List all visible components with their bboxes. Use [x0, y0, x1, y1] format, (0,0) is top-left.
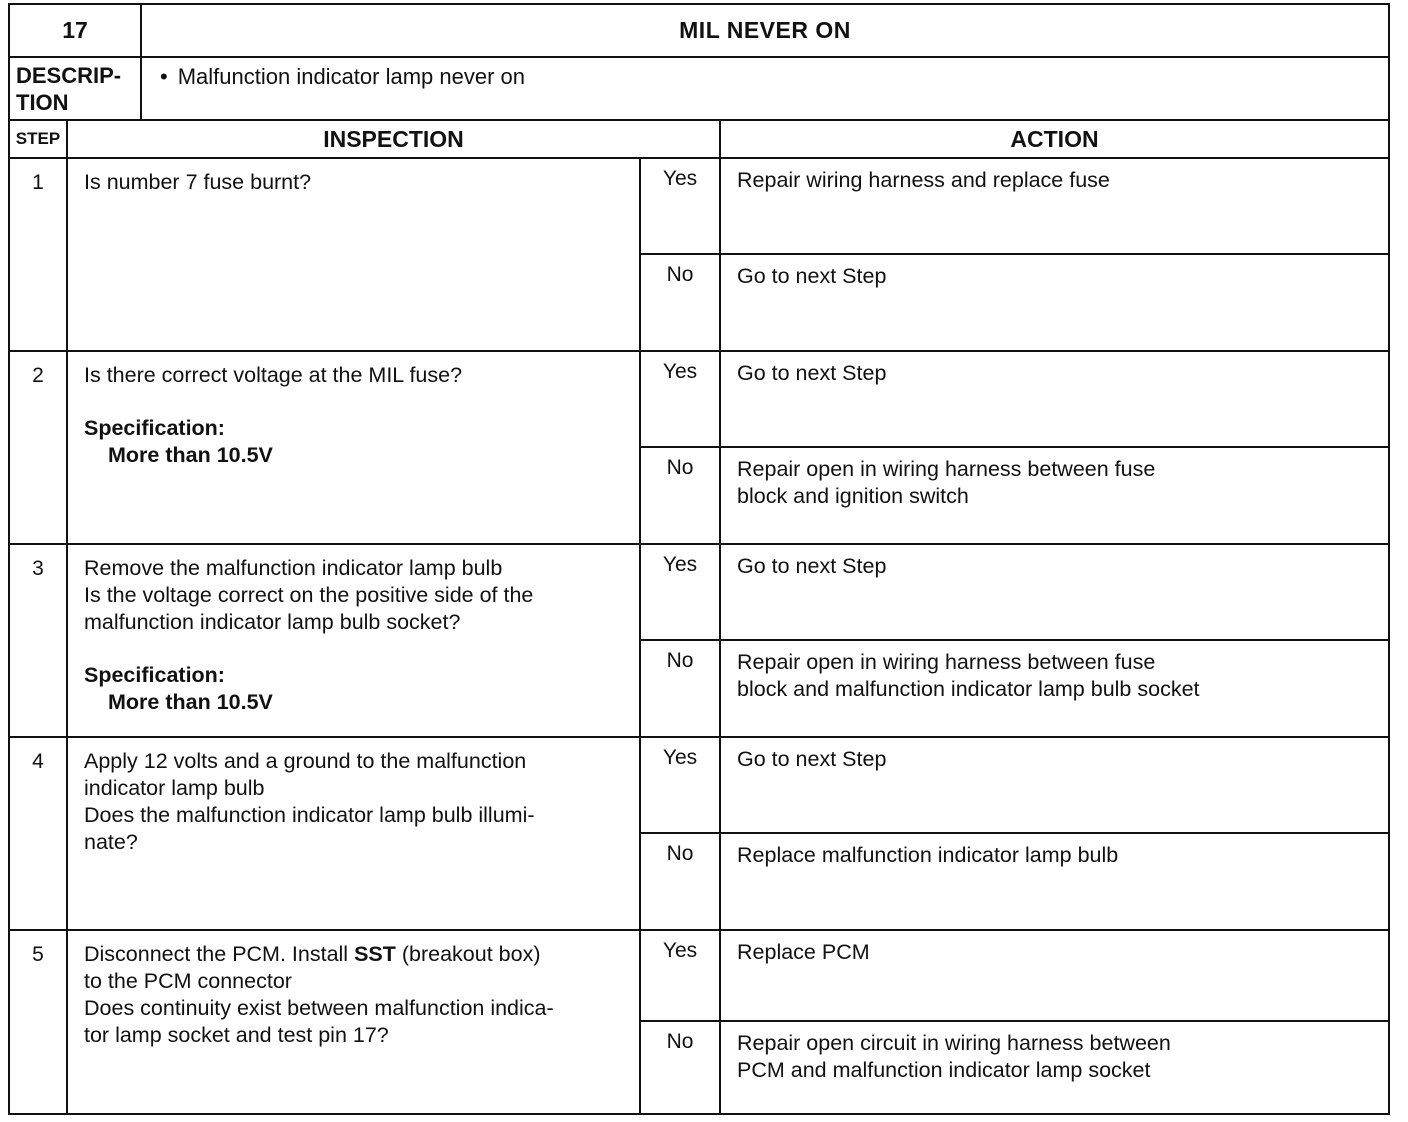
description-row [10, 58, 1388, 121]
action-yes: Go to next Step [721, 738, 1388, 834]
step-actions [721, 352, 1388, 543]
action-no: Go to next Step [737, 263, 887, 288]
step-row-1 [10, 159, 1388, 352]
action-yes: Go to next Step [721, 545, 1388, 641]
action-yes: Repair wiring harness and replace fuse [721, 159, 1388, 255]
step-number: 3 [10, 545, 68, 736]
answer-yes: Yes [641, 545, 719, 641]
answer-no: No [666, 648, 694, 672]
column-header-action: ACTION [1010, 125, 1099, 152]
answer-no: No [666, 841, 694, 865]
column-header-row [10, 121, 1388, 159]
step-number: 5 [10, 931, 68, 1113]
step-actions [721, 545, 1388, 736]
action-no: Repair open circuit in wiring harness between PCM and malfunction indicator lamp socket [737, 1031, 1171, 1082]
step-row-5 [10, 931, 1388, 1113]
inspection-question: Is there correct voltage at the MIL fuse? [84, 363, 463, 387]
step-actions [721, 931, 1388, 1113]
inspection-question: Remove the malfunction indicator lamp bulb Is the voltage correct on the positive side of the malfunction indicator lamp bulb socket? [84, 556, 534, 634]
description-text [142, 58, 1388, 119]
diagnostic-table [8, 3, 1390, 1115]
step-inspection [68, 352, 641, 543]
inspection-text-part1: Disconnect the PCM. Install [84, 942, 355, 966]
column-header-inspection: INSPECTION [68, 121, 721, 157]
answer-yes: Yes [641, 159, 719, 255]
step-row-4 [10, 738, 1388, 931]
action-no: Repair open in wiring harness between fuse block and ignition switch [737, 456, 1156, 508]
description-label-line2: TION [16, 90, 69, 115]
column-header-step: STEP [10, 121, 68, 157]
step-inspection [68, 159, 641, 350]
inspection-text-sst: SST [354, 942, 396, 966]
header-row [10, 5, 1388, 58]
step-answers [641, 545, 721, 736]
description-value: Malfunction indicator lamp never on [177, 64, 525, 89]
answer-yes: Yes [641, 738, 719, 834]
action-yes: Go to next Step [721, 352, 1388, 448]
step-inspection [68, 931, 641, 1113]
action-yes: Replace PCM [721, 931, 1388, 1022]
inspection-question: Is number 7 fuse burnt? [84, 170, 312, 194]
description-label-line1: DESCRIP- [16, 63, 122, 88]
answer-no: No [666, 455, 694, 479]
step-actions [721, 738, 1388, 929]
step-row-3 [10, 545, 1388, 738]
answer-no: No [666, 1030, 694, 1053]
step-number: 2 [10, 352, 68, 543]
specification-label: Specification: [84, 416, 225, 440]
answer-yes: Yes [641, 352, 719, 448]
step-number: 4 [10, 738, 68, 929]
step-answers [641, 738, 721, 929]
step-answers [641, 931, 721, 1113]
inspection-question [84, 941, 629, 1049]
answer-yes: Yes [641, 931, 719, 1022]
inspection-text-part2: (breakout box) to the PCM connector Does continuity exist between malfunction indica- tor lamp socket and test pin 17? [84, 942, 554, 1047]
page-title: MIL NEVER ON [679, 17, 851, 43]
step-answers [641, 159, 721, 350]
inspection-question: Apply 12 volts and a ground to the malfunction indicator lamp bulb Does the malfunction indicator lamp bulb illumi- nate? [84, 749, 535, 854]
step-row-2 [10, 352, 1388, 545]
action-no: Replace malfunction indicator lamp bulb [737, 842, 1119, 867]
step-actions [721, 159, 1388, 350]
specification-label: Specification: [84, 663, 225, 687]
bullet-icon: • [160, 64, 168, 89]
specification-value: More than 10.5V [108, 690, 273, 714]
specification-value: More than 10.5V [108, 443, 273, 467]
description-label [10, 58, 142, 119]
trouble-code: 17 [10, 5, 142, 56]
step-inspection [68, 738, 641, 929]
action-no: Repair open in wiring harness between fuse block and malfunction indicator lamp bulb socket [737, 649, 1200, 701]
step-number: 1 [10, 159, 68, 350]
answer-no: No [666, 262, 694, 286]
step-inspection [68, 545, 641, 736]
step-answers [641, 352, 721, 543]
